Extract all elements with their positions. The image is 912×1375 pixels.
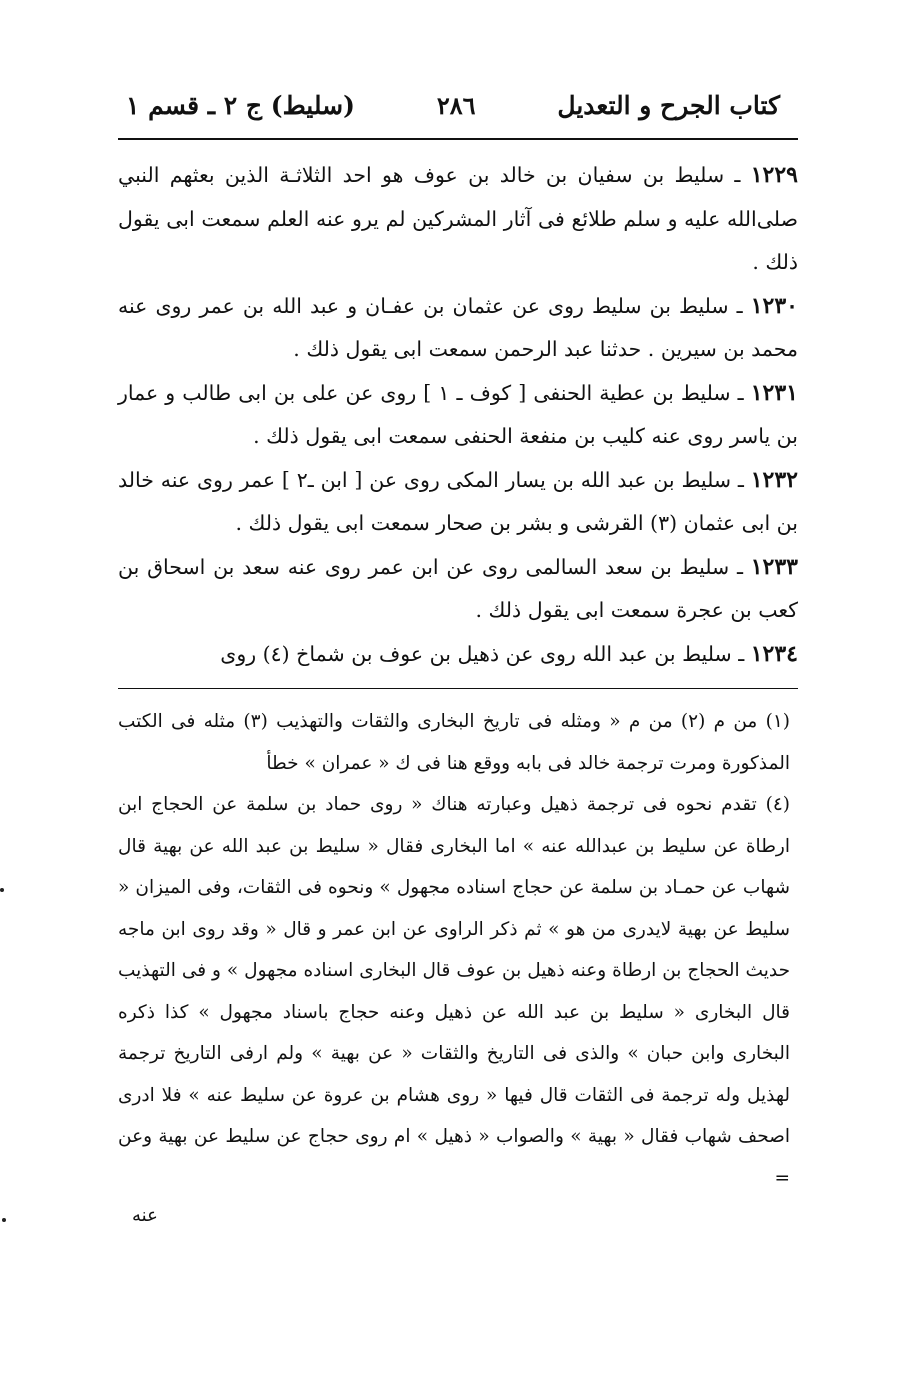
entry-number: ١٢٣٠ xyxy=(750,292,798,319)
entry-1234 xyxy=(118,633,798,677)
page-number: ٢٨٦ xyxy=(436,90,476,120)
entry-1229 xyxy=(118,154,798,285)
footnote-4: (٤) تقدم نحوه فى ترجمة ذهيل وعبارته هناك « روى حماد بن سلمة عن الحجاج ابن ارطاة عن سليط بن عبدالله عنه » اما البخارى فقال « سليط بن عبد الله عن بهية قال شهاب عن حمـاد بن سلمة عن حجاج اسناده مجهول » ونحوه فى الثقات، وفى الميزان « سليط عن بهية لايدرى من هو » ثم ذكر الراوى عن ابن عمر و قال « وقد روى ابن ماجه حديث الحجاج بن ارطاة وعنه ذهيل بن عوف قال البخارى اسناده مجهول » و فى التهذيب قال البخارى « سليط بن عبد الله عن ذهيل وعنه حجاج باسناد مجهول » كذا ذكره البخارى وابن حبان » والذى فى التاريخ والثقات « عن بهية » ولم ارفى التاريخ ترجمة لهذيل وله ترجمة فى الثقات قال فيها « روى هشام بن عروة عن سليط عنه » فلا ادرى اصحف شهاب فقال « بهية » والصواب « ذهيل » ام روى حجاج عن سليط عن بهية وعن = xyxy=(118,794,790,1189)
footnotes xyxy=(118,701,798,1199)
section-label: (سليط) ج ٢ ـ قسم ١ xyxy=(126,90,355,120)
entry-text: ـ سليط بن عبد الله روى عن ذهيل بن عوف بن شماخ (٤) روى xyxy=(220,641,751,666)
entry-1230 xyxy=(118,285,798,372)
book-title: كتاب الجرح و التعديل xyxy=(557,90,780,120)
entry-text: ـ سليط بن سفيان بن خالد بن عوف هو احد الثلاثـة الذين بعثهم النبي صلى‌الله عليه و سلم طلائع فى آثار المشركين لم يرو عنه العلم سمعت ابى يقول ذلك . xyxy=(118,163,798,274)
entry-number: ١٢٣١ xyxy=(750,379,798,406)
entry-number: ١٢٣٢ xyxy=(750,466,798,493)
entries xyxy=(118,154,798,676)
entry-text: ـ سليط بن سعد السالمى روى عن ابن عمر روى عنه سعد بن اسحاق بن كعب بن عجرة سمعت ابى يقول ذلك . xyxy=(118,554,798,622)
margin-speck xyxy=(2,1218,6,1222)
entry-number: ١٢٢٩ xyxy=(750,162,798,188)
entry-text: ـ سليط بن عطية الحنفى [ كوف ـ ١ ] روى عن على بن ابى طالب و عمار بن ياسر روى عنه كليب بن منفعة الحنفى سمعت ابى يقول ذلك . xyxy=(118,380,798,448)
entry-number: ١٢٣٤ xyxy=(750,640,798,667)
entry-number: ١٢٣٣ xyxy=(750,553,798,580)
entry-1232 xyxy=(118,459,798,546)
catchword: عنه xyxy=(132,1205,158,1226)
entry-text: ـ سليط بن عبد الله بن يسار المكى روى عن [ ابن ـ٢ ] عمر روى عنه خالد بن ابى عثمان (٣) القرشى و بشر بن صحار سمعت ابى يقول ذلك . xyxy=(118,467,798,535)
entry-1233 xyxy=(118,546,798,633)
footnote-rule xyxy=(118,688,798,689)
book-page xyxy=(118,82,798,1226)
header-rule xyxy=(118,138,798,140)
running-header xyxy=(118,82,798,128)
footnote-1-3: (١) من م (٢) من م « ومثله فى تاريخ البخارى والثقات والتهذيب (٣) مثله فى الكتب المذكورة ومرت ترجمة خالد فى بابه ووقع هنا فى ك « عمران » خطأ xyxy=(118,711,790,774)
margin-speck xyxy=(0,888,4,892)
entry-text: ـ سليط بن سليط روى عن عثمان بن عفـان و عبد الله بن عمر روى عنه محمد بن سيرين . حدثنا عبد الرحمن سمعت ابى يقول ذلك . xyxy=(118,293,798,361)
entry-1231 xyxy=(118,372,798,459)
